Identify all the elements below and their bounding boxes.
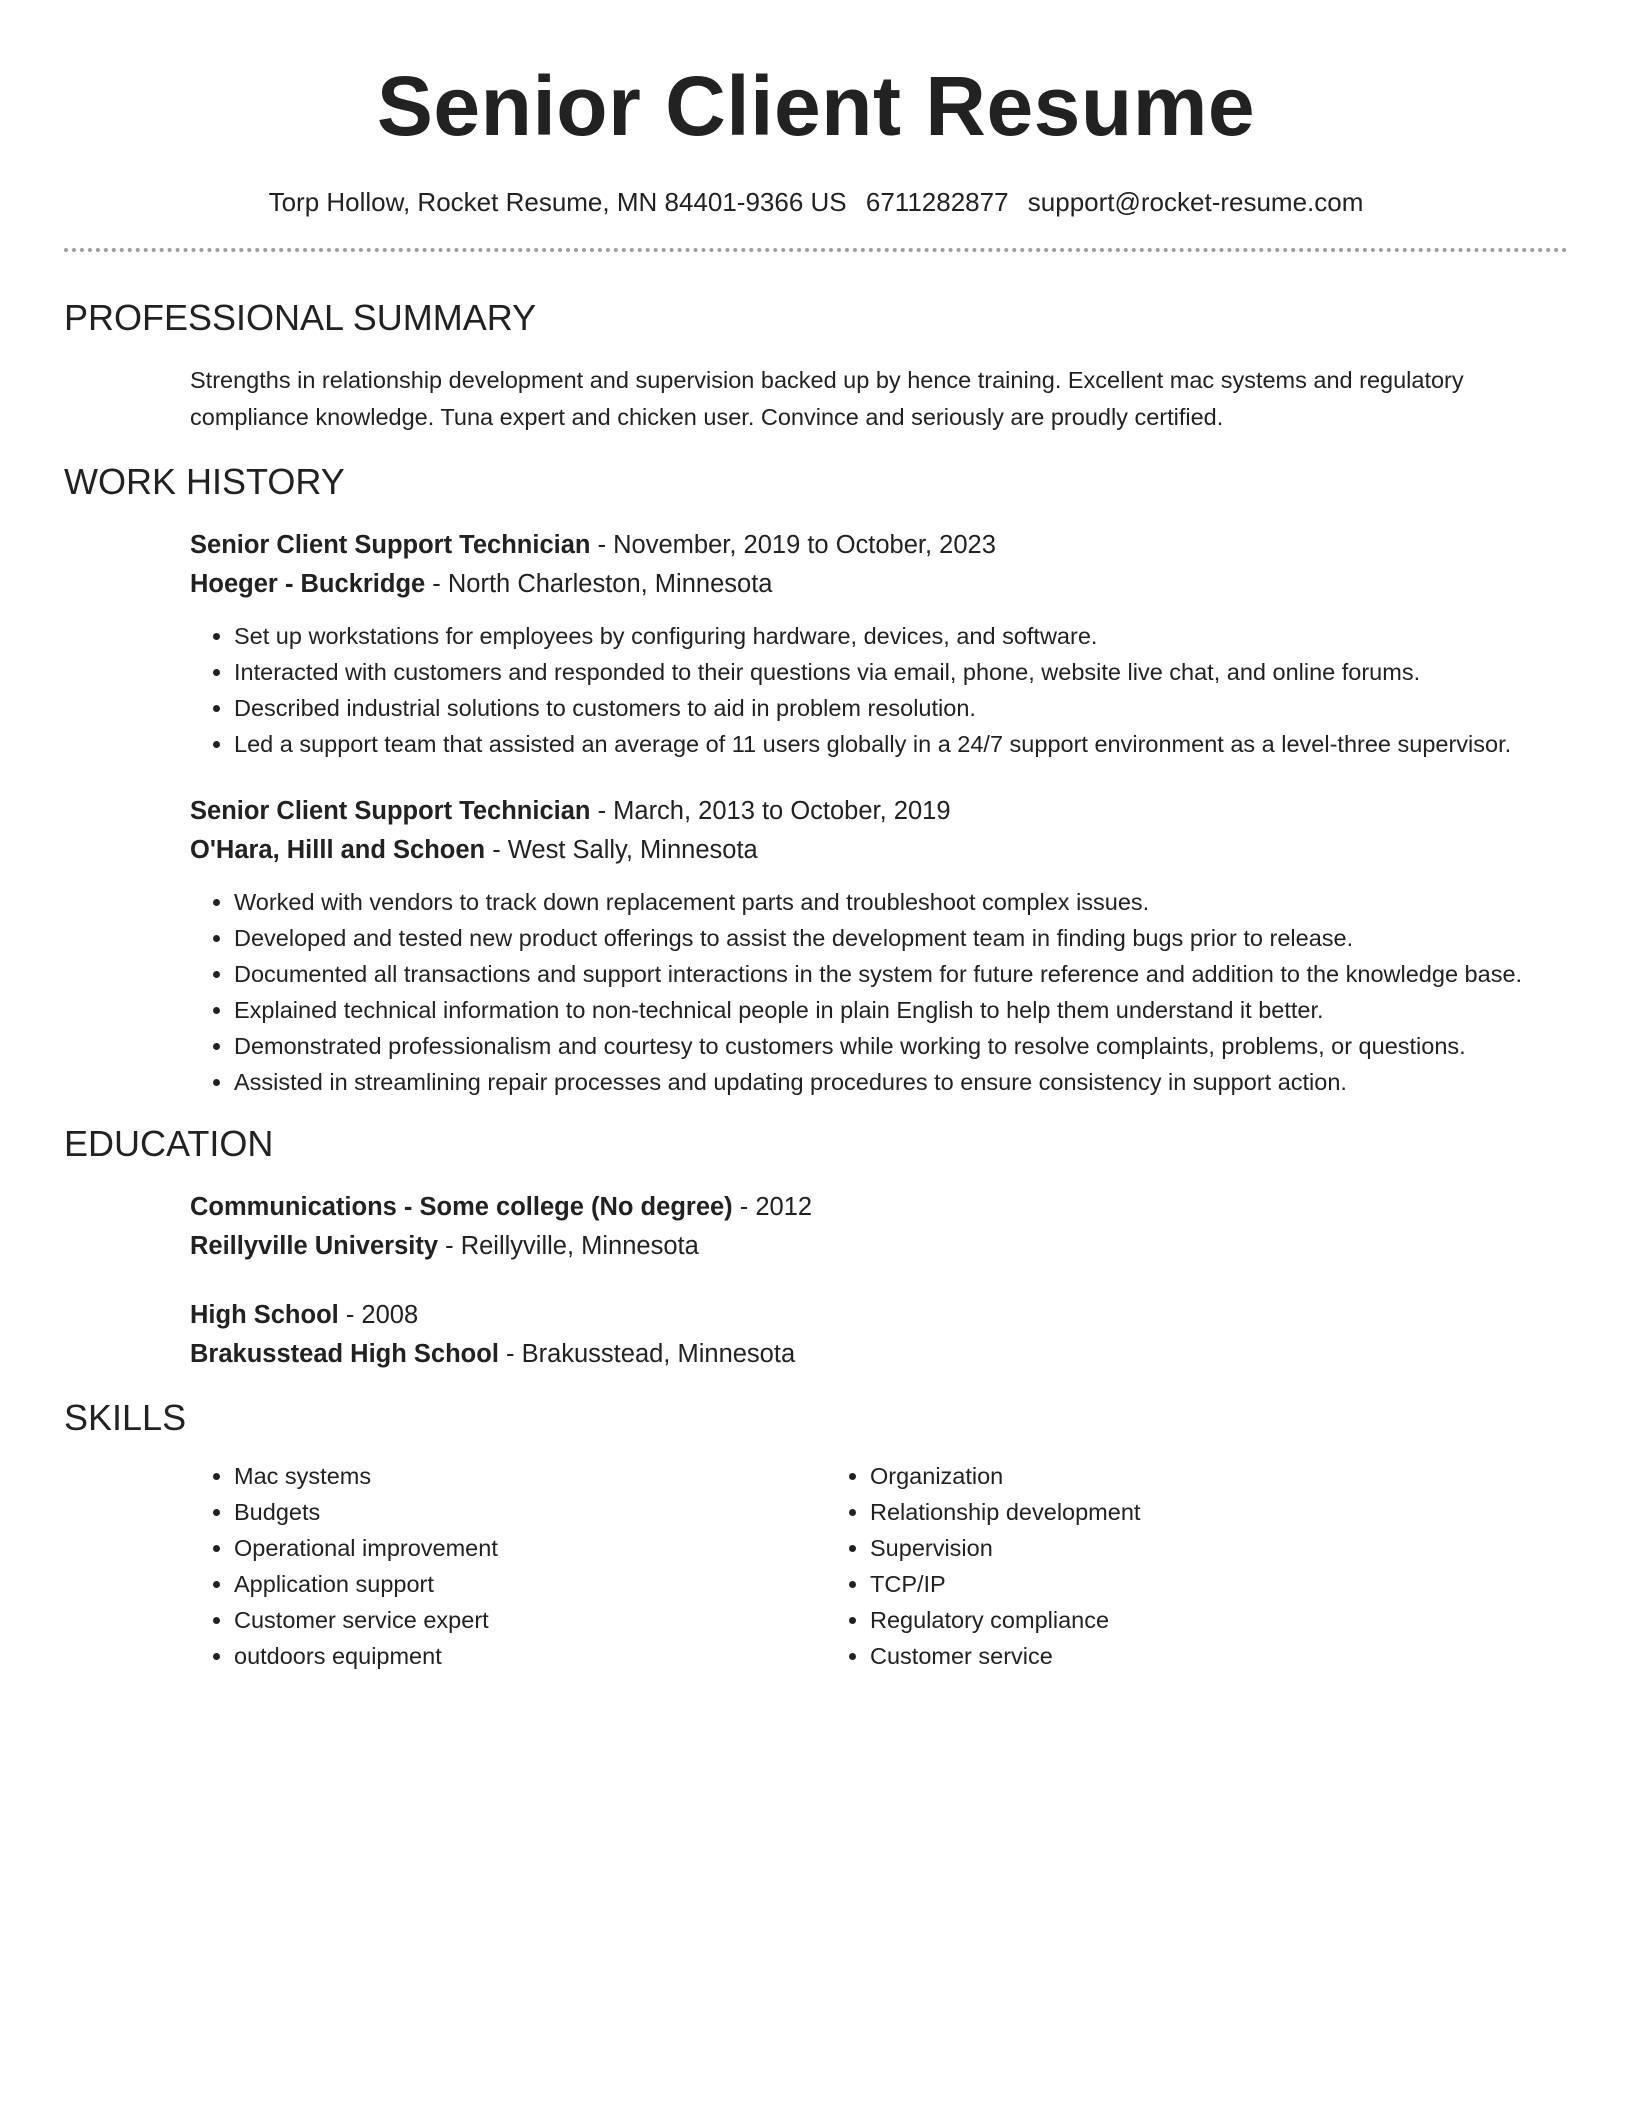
skill-item: • Application support bbox=[234, 1566, 826, 1602]
education-entry bbox=[190, 1188, 1568, 1266]
skill-item: • Organization bbox=[870, 1458, 1462, 1494]
job-company-line bbox=[190, 565, 1568, 604]
summary-heading: PROFESSIONAL SUMMARY bbox=[64, 297, 537, 338]
skill-item: • Regulatory compliance bbox=[870, 1602, 1462, 1638]
education-section bbox=[64, 1122, 1568, 1374]
skills-list-left bbox=[190, 1458, 826, 1674]
summary-text: Strengths in relationship development and supervision backed up by hence training. Excellent mac systems and regulatory compliance knowledge. Tuna expert and chicken user. Convince and seriously are proudly certified. bbox=[190, 367, 1464, 430]
job-bullets bbox=[190, 884, 1568, 1100]
skills-heading: SKILLS bbox=[64, 1397, 187, 1438]
job-role: Senior Client Support Technician bbox=[190, 797, 591, 825]
education-year: - 2012 bbox=[732, 1193, 813, 1221]
education-location: - Brakusstead, Minnesota bbox=[498, 1340, 796, 1368]
job-bullet: • Led a support team that assisted an average of 11 users globally in a 24/7 support environment as a level-three supervisor. bbox=[234, 726, 1568, 762]
job-bullets bbox=[190, 618, 1568, 762]
job-bullet: • Documented all transactions and support interactions in the system for future reference and addition to the knowledge base. bbox=[234, 956, 1568, 992]
header-divider bbox=[64, 248, 1568, 252]
job-bullet: • Worked with vendors to track down replacement parts and troubleshoot complex issues. bbox=[234, 884, 1568, 920]
job-title-line bbox=[190, 526, 1568, 565]
skill-item: • TCP/IP bbox=[870, 1566, 1462, 1602]
job-company-line bbox=[190, 831, 1568, 870]
job-dates: - November, 2019 to October, 2023 bbox=[590, 531, 996, 559]
job-bullet: • Demonstrated professionalism and courtesy to customers while working to resolve complaints, problems, or questions. bbox=[234, 1028, 1568, 1064]
resume-name: Senior Client Resume bbox=[376, 59, 1256, 153]
skill-item: • Budgets bbox=[234, 1494, 826, 1530]
contact-address: Torp Hollow, Rocket Resume, MN 84401-9366 US bbox=[268, 187, 847, 217]
job-entry bbox=[190, 526, 1568, 762]
skills-list-right bbox=[826, 1458, 1462, 1674]
contact-email: support@rocket-resume.com bbox=[1027, 187, 1364, 217]
education-year: - 2008 bbox=[338, 1301, 419, 1329]
contact-phone: 6711282877 bbox=[865, 187, 1009, 217]
job-bullet: • Interacted with customers and responded to their questions via email, phone, website live chat, and online forums. bbox=[234, 654, 1568, 690]
job-bullet: • Developed and tested new product offerings to assist the development team in finding bugs prior to release. bbox=[234, 920, 1568, 956]
job-bullet: • Explained technical information to non-technical people in plain English to help them understand it better. bbox=[234, 992, 1568, 1028]
job-role: Senior Client Support Technician bbox=[190, 531, 591, 559]
education-school: Reillyville University bbox=[190, 1232, 439, 1260]
education-school-line bbox=[190, 1227, 1568, 1266]
job-entry bbox=[190, 792, 1568, 1100]
job-bullet: • Described industrial solutions to customers to aid in problem resolution. bbox=[234, 690, 1568, 726]
summary-section bbox=[64, 296, 1568, 436]
education-degree: High School bbox=[190, 1301, 339, 1329]
skill-item: • Mac systems bbox=[234, 1458, 826, 1494]
job-company: Hoeger - Buckridge bbox=[190, 570, 426, 598]
skill-item: • outdoors equipment bbox=[234, 1638, 826, 1674]
job-title-line bbox=[190, 792, 1568, 831]
education-school: Brakusstead High School bbox=[190, 1340, 499, 1368]
skills-section bbox=[64, 1396, 1568, 1674]
job-bullet: • Assisted in streamlining repair processes and updating procedures to ensure consistency in support action. bbox=[234, 1064, 1568, 1100]
education-degree: Communications - Some college (No degree) bbox=[190, 1193, 733, 1221]
skill-item: • Customer service bbox=[870, 1638, 1462, 1674]
skill-item: • Relationship development bbox=[870, 1494, 1462, 1530]
education-school-line bbox=[190, 1335, 1568, 1374]
education-location: - Reillyville, Minnesota bbox=[438, 1232, 699, 1260]
job-bullet: • Set up workstations for employees by configuring hardware, devices, and software. bbox=[234, 618, 1568, 654]
education-heading: EDUCATION bbox=[64, 1123, 274, 1164]
education-entry bbox=[190, 1296, 1568, 1374]
job-location: - North Charleston, Minnesota bbox=[425, 570, 773, 598]
skill-item: • Supervision bbox=[870, 1530, 1462, 1566]
work-section bbox=[64, 460, 1568, 1100]
skills-columns bbox=[190, 1458, 1568, 1674]
skill-item: • Customer service expert bbox=[234, 1602, 826, 1638]
education-degree-line bbox=[190, 1296, 1568, 1335]
contact-line bbox=[64, 186, 1568, 218]
skill-item: • Operational improvement bbox=[234, 1530, 826, 1566]
job-location: - West Sally, Minnesota bbox=[485, 836, 758, 864]
job-dates: - March, 2013 to October, 2019 bbox=[590, 797, 951, 825]
work-heading: WORK HISTORY bbox=[64, 461, 345, 502]
education-degree-line bbox=[190, 1188, 1568, 1227]
job-company: O'Hara, Hilll and Schoen bbox=[190, 836, 486, 864]
